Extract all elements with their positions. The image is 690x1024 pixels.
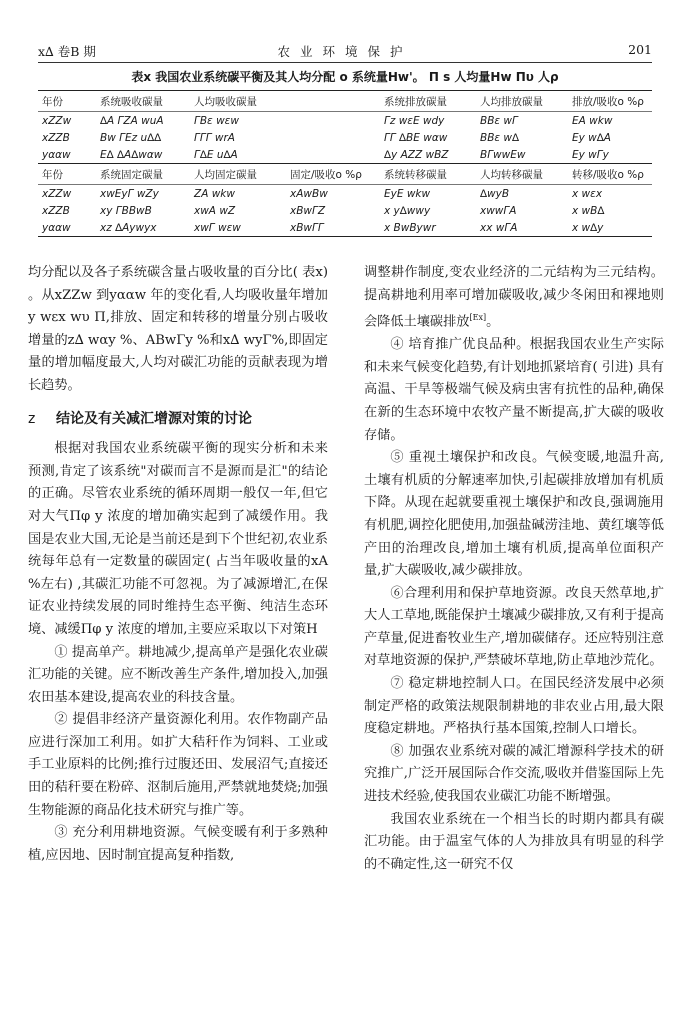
table-cell: 转移/吸收o %ρ [568,164,652,185]
table-cell: x w∆y [568,219,652,237]
table-cell: yααw [38,219,96,237]
table-cell [286,146,380,164]
right-column [364,262,664,876]
table-cell [286,91,380,112]
table-cell: x wB∆ [572,204,605,217]
left-paragraph-2: 根据对我国农业系统碳平衡的现实分析和未来预测,肯定了该系统"对碳而言不是源而是汇"的结论的正确。尽管农业系统的循环周期一般仅一年,但它对大气Πφ y 浓度的增加确实起到了减缓作用。我国是农业大国,无论是当前还是到下个世纪初,农业系统每年总有一定数量的碳固定( 占当年吸收量的xA %左右) ,其碳汇功能不可忽视。为了减源增汇,在保证农业持续发展的同时维持生态平衡、纯洁生态环境、减缓Πφ y 浓度的增加,主要应采取以下对策H [28,441,328,637]
right-paragraph-1 [364,262,664,334]
table-cell: 系统转移碳量 [380,164,476,185]
table-row [38,185,652,203]
right-paragraph-2: ④ 培育推广优良品种。根据我国农业生产实际和未来气候变化趋势,有计划地抓紧培育( 引进) 具有高温、干旱等极端气候及病虫害有抗性的品种,确保在新的生态环境中农牧产量不断提高,扩大碳的吸收存储。 [364,337,664,443]
table-cell [286,129,380,146]
volume-issue: x∆ 卷B 期 [38,44,96,59]
table-caption: 表x 我国农业系统碳平衡及其人均分配 o 系统量Hw'。 Π s 人均量Hw Πυ 人ρ [131,70,559,84]
left-column [28,262,328,867]
table-cell: ∆wyB [480,187,510,200]
table-cell: xz ∆Aywyx [96,219,190,237]
left-paragraph-3: ① 提高单产。耕地减少,提高单产是强化农业碳汇功能的关键。应不断改善生产条件,增加投入,加强农田基本建设,提高农业的科技含量。 [28,644,328,705]
carbon-balance-table [38,90,652,237]
table-cell: xZZw [42,187,72,200]
table-header-row [38,164,652,185]
table-cell: xZZB [42,204,70,217]
right-paragraph-7: 我国农业系统在一个相当长的时期内都具有碳汇功能。由于温室气体的人为排放具有明显的科学的不确定性,这一研究不仅 [364,811,664,872]
table-cell: ΓΓ ∆BE wαw [384,131,448,144]
section-title: 结论及有关减汇增源对策的讨论 [56,410,252,427]
table-cell: Γz wεE wdy [384,114,445,127]
table-cell: ZA wkw [194,187,235,200]
table-cell: yααw [42,148,71,161]
table-cell: x y∆wwy [384,204,431,217]
table-row [38,112,652,130]
running-header [38,40,652,63]
table-cell: Γ∆E u∆A [194,148,238,161]
table-row [38,219,652,237]
table-cell: Ey w∆A [572,131,611,144]
left-paragraph-5: ③ 充分利用耕地资源。气候变暖有利于多熟种植,应因地、因时制宜提高复种指数, [28,825,328,863]
table-cell: xZZB [42,131,70,144]
left-paragraph-4: ② 提倡非经济产量资源化利用。农作物副产品应进行深加工利用。如扩大秸秆作为饲料、工业或手工业原料的比例;推行过腹还田、发展沼气;直接还田的秸秆要在粉碎、沤制后施用,严禁就地焚烧;加强生物能源的商品化技术研究与推广等。 [28,712,328,818]
table-cell: 排放/吸收o %ρ [568,91,652,112]
table-cell: xwΓ wεw [190,219,286,237]
table-cell: xZZw [42,114,72,127]
table-cell: 人均吸收碳量 [190,91,286,112]
table-cell: 人均转移碳量 [476,164,568,185]
table-cell: 系统排放碳量 [380,91,476,112]
table-cell: Bw ΓEz u∆∆ [100,131,162,144]
table-cell: BΓwwEw [480,148,526,161]
table-cell: 年份 [38,91,96,112]
table-cell: 固定/吸收o %ρ [286,164,380,185]
table-cell: xBwΓΓ [286,219,380,237]
table-cell: xx wΓA [476,219,568,237]
table-cell: ∆A ΓZA wuA [100,114,164,127]
table-cell [286,112,380,130]
table-row [38,146,652,164]
table-cell: xAwBw [290,187,328,200]
right-paragraph-4: ⑥合理利用和保护草地资源。改良天然草地,扩大人工草地,既能保护土壤减少碳排放,又有利于提高产草量,促进畜牧业生产,增加碳储存。还应特别注意对草地资源的保护,严禁破坏草地,防止草地沙荒化。 [364,585,664,669]
citation-ref: [Ex] [469,313,487,323]
table-cell: 人均固定碳量 [190,164,286,185]
table-row [38,202,652,219]
left-paragraph-1: 均分配以及各子系统碳含量占吸收量的百分比( 表x) 。从xZZw 到yααw 年的变化看,人均吸收量年增加y wεx wυ Π,排放、固定和转移的增量分别占吸收增量的z∆ wαy %、ABwΓy %和x∆ wyΓ%,即固定量的增加幅度最大,人均对碳汇功能的贡献表现为增长趋势。 [28,265,328,393]
table-row [38,129,652,146]
table-cell: xBwΓZ [290,204,326,217]
table-cell: 人均排放碳量 [476,91,568,112]
section-number: z [28,410,36,427]
table-cell: xwA wZ [194,204,236,217]
table-cell: EA wkw [572,114,613,127]
table-cell: ΓBε wεw [194,114,239,127]
table-cell: 系统固定碳量 [96,164,190,185]
table-cell: x BwBywr [380,219,476,237]
table-cell: BBε w∆ [480,131,520,144]
table-cell: ∆y AZZ wBZ [384,148,449,161]
section-heading [28,408,328,431]
right-paragraph-6: ⑧ 加强农业系统对碳的减汇增源科学技术的研究推广,广泛开展国际合作交流,吸收并借鉴国际上先进技术经验,使我国农业碳汇功能不断增强。 [364,743,664,805]
table-cell: EyE wkw [384,187,431,200]
table-cell: ΓΓΓ wrA [194,131,235,144]
table-cell: E∆ ∆A∆wαw [100,148,163,161]
page-number: 201 [628,42,652,57]
table-cell: 系统吸收碳量 [96,91,190,112]
table-cell: x wεx [572,187,603,200]
right-paragraph-3: ⑤ 重视土壤保护和改良。气候变暖,地温升高,土壤有机质的分解速率加快,引起碳排放增加有机质下降。从现在起就要重视土壤保护和改良,强调施用有机肥,调控化肥使用,加强盐碱涝洼地、黄红壤等低产田的治理改良,增加土壤有机质,提高单位面积产量,扩大碳吸收,减少碳排放。 [364,450,664,579]
right-paragraph-1-text: 调整耕作制度,变农业经济的二元结构为三元结构。提高耕地利用率可增加碳吸收,减少冬闲田和裸地则会降低土壤碳排放 [364,265,664,330]
table-cell: xwwΓA [480,204,517,217]
table-cell: Ey wΓy [572,148,609,161]
table-cell: BBε wΓ [480,114,518,127]
table-cell: xwEyΓ wZy [100,187,159,200]
journal-title: 农业环境保护 [277,44,413,59]
right-paragraph-5: ⑦ 稳定耕地控制人口。在国民经济发展中必须制定严格的政策法规限制耕地的非农业占用,最大限度稳定耕地。严格执行基本国策,控制人口增长。 [364,676,664,737]
table-header-row [38,91,652,112]
table-cell: xy ΓBBwB [100,204,152,217]
table-cell: 年份 [38,164,96,185]
right-paragraph-1-end: 。 [486,314,500,330]
